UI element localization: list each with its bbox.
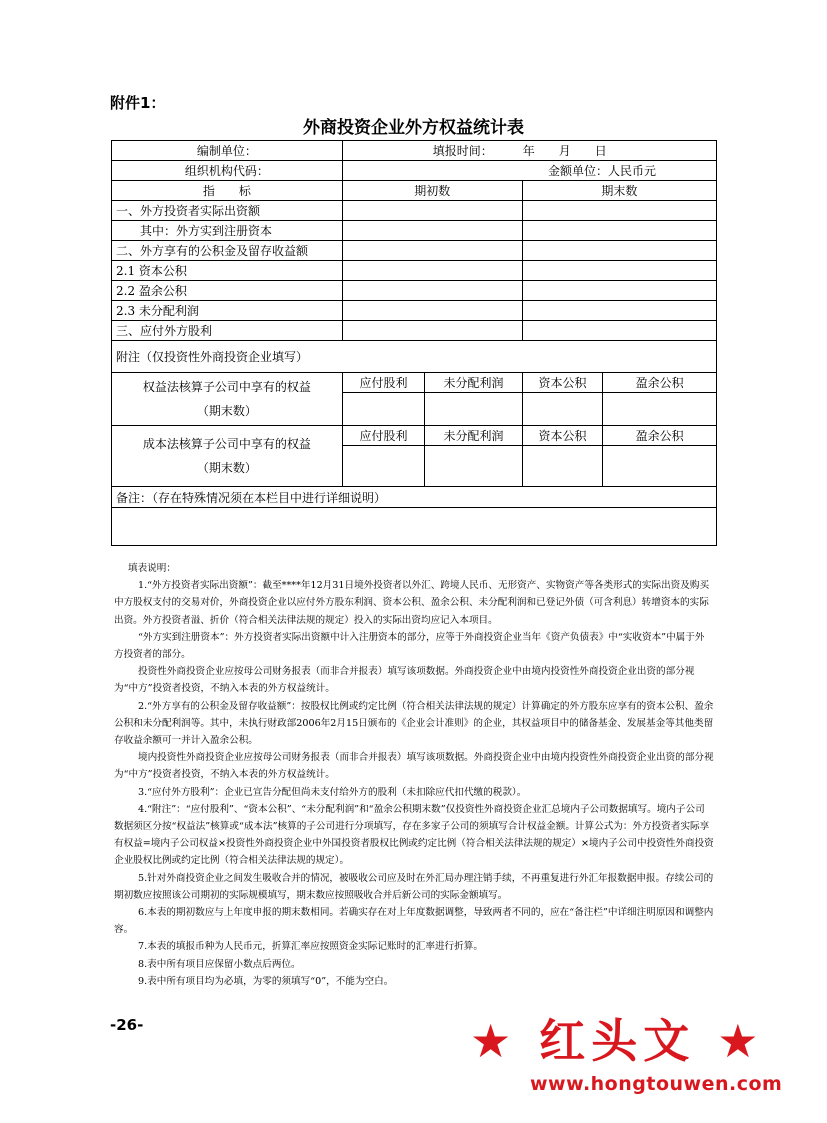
report-date-label: 填报时间： 年 月 日 bbox=[342, 141, 716, 161]
sub-column-surplus-reserve: 盈余公积 bbox=[603, 373, 717, 393]
watermark bbox=[470, 1005, 810, 1105]
equity-statistics-table bbox=[111, 140, 717, 546]
appendix-note: 附注（仅投资性外商投资企业填写） bbox=[112, 341, 717, 373]
cost-method-label bbox=[112, 426, 343, 487]
end-cell[interactable] bbox=[522, 321, 716, 341]
watermark-text: ★ 红头文 ★ bbox=[470, 1014, 765, 1068]
end-column-header: 期末数 bbox=[522, 181, 716, 201]
equity-method-label-line1: 权益法核算子公司中享有的权益 bbox=[142, 380, 311, 394]
instruction-item: 4.“附注”：“应付股利”、“资本公积”、“未分配利润”和“盈余公积期末数”仅投资性外商投资企业汇总境内子公司数据填写。境内子公司数据须区分按“权益法”核算或“成本法”核算的子公司进行分项填写，存在多家子公司的须填写合计权益金额。计算公式为：外方投资者实际享有权益=境内子公司权益×投资性外商投资企业中外国投资者股权比例或约定比例（符合相关法律法规的规定）×境内子公司中投资性外商投资企业股权比例或约定比例（符合相关法律法规的规定）。 bbox=[114, 803, 714, 867]
begin-cell[interactable] bbox=[342, 261, 522, 281]
cost-method-header-row bbox=[112, 426, 717, 446]
sub-column-capital-reserve: 资本公积 bbox=[522, 373, 603, 393]
end-cell[interactable] bbox=[522, 281, 716, 301]
sub-column-undistributed-profit: 未分配利润 bbox=[425, 426, 522, 446]
begin-cell[interactable] bbox=[342, 221, 522, 241]
table-row bbox=[112, 261, 717, 281]
indicator-column-header: 指 标 bbox=[112, 181, 343, 201]
page-title: 外商投资企业外方权益统计表 bbox=[303, 118, 524, 138]
row-label: 2.3 未分配利润 bbox=[112, 301, 343, 321]
equity-method-header-row bbox=[112, 373, 717, 393]
cost-method-label-line1: 成本法核算子公司中享有的权益 bbox=[142, 437, 311, 451]
org-code-label: 组织机构代码： bbox=[112, 161, 343, 181]
begin-cell[interactable] bbox=[342, 241, 522, 261]
equity-undistributed-cell[interactable] bbox=[425, 393, 522, 426]
sub-column-capital-reserve: 资本公积 bbox=[522, 426, 603, 446]
instruction-item: 投资性外商投资企业应按母公司财务报表（而非合并报表）填写该项数据。外商投资企业中由境内投资性外商投资企业出资的部分视为“中方”投资者投资，不纳入本表的外方权益统计。 bbox=[114, 666, 695, 695]
column-header-row bbox=[112, 181, 717, 201]
remarks-blank-row bbox=[112, 508, 717, 546]
row-label: 2.2 盈余公积 bbox=[112, 281, 343, 301]
cost-surplus-reserve-cell[interactable] bbox=[603, 446, 717, 487]
table-row bbox=[112, 281, 717, 301]
watermark-url: www.hongtouwen.com bbox=[530, 1073, 783, 1095]
sub-column-surplus-reserve: 盈余公积 bbox=[603, 426, 717, 446]
header-row-1 bbox=[112, 141, 717, 161]
begin-column-header: 期初数 bbox=[342, 181, 522, 201]
row-label: 其中：外方实到注册资本 bbox=[112, 221, 343, 241]
appendix-row bbox=[112, 341, 717, 373]
instruction-item: 9.表中所有项目均为必填，为零的须填写“0”，不能为空白。 bbox=[138, 975, 394, 987]
instruction-item: 5.针对外商投资企业之间发生吸收合并的情况，被吸收公司应及时在外汇局办理注销手续，不再重复进行外汇年报数据申报。存续公司的期初数应按照该公司期初的实际规模填写，期末数应按照吸收合并后新公司的实际金额填写。 bbox=[114, 872, 714, 901]
filling-instructions bbox=[114, 560, 714, 990]
instruction-item: 2.“外方享有的公积金及留存收益额”：按股权比例或约定比例（符合相关法律法规的规定）计算确定的外方股东应享有的资本公积、盈余公积和未分配利润等。其中，未执行财政部2006年2月15日颁布的《企业会计准则》的企业，其权益项目中的储备基金、发展基金等其他类留存收益余额可一并计入盈余公积。 bbox=[114, 700, 714, 747]
instruction-item: 3.“应付外方股利”：企业已宣告分配但尚未支付给外方的股利（未扣除应代扣代缴的税款）。 bbox=[138, 786, 527, 798]
begin-cell[interactable] bbox=[342, 321, 522, 341]
table-row bbox=[112, 201, 717, 221]
attachment-label: 附件1： bbox=[110, 94, 166, 112]
reporting-unit-label: 编制单位： bbox=[112, 141, 343, 161]
remarks-label: 备注：（存在特殊情况须在本栏目中进行详细说明） bbox=[112, 487, 717, 508]
cost-capital-reserve-cell[interactable] bbox=[522, 446, 603, 487]
currency-unit-label: 金额单位：人民币元 bbox=[342, 161, 716, 181]
begin-cell[interactable] bbox=[342, 201, 522, 221]
row-label: 二、外方享有的公积金及留存收益额 bbox=[112, 241, 343, 261]
page-number: -26- bbox=[110, 1016, 144, 1034]
table-row bbox=[112, 241, 717, 261]
end-cell[interactable] bbox=[522, 201, 716, 221]
cost-undistributed-cell[interactable] bbox=[425, 446, 522, 487]
cost-dividends-cell[interactable] bbox=[342, 446, 425, 487]
remarks-row bbox=[112, 487, 717, 508]
sub-column-dividends: 应付股利 bbox=[342, 426, 425, 446]
instructions-heading: 填表说明： bbox=[128, 563, 176, 574]
sub-column-dividends: 应付股利 bbox=[342, 373, 425, 393]
table-row bbox=[112, 301, 717, 321]
sub-column-undistributed-profit: 未分配利润 bbox=[425, 373, 522, 393]
begin-cell[interactable] bbox=[342, 301, 522, 321]
instruction-item: 8.表中所有项目应保留小数点后两位。 bbox=[138, 958, 301, 970]
remarks-input-area[interactable] bbox=[112, 508, 717, 546]
equity-surplus-reserve-cell[interactable] bbox=[603, 393, 717, 426]
end-cell[interactable] bbox=[522, 301, 716, 321]
instruction-item: 6.本表的期初数应与上年度申报的期末数相同。若确实存在对上年度数据调整，导致两者不同的，应在“备注栏”中详细注明原因和调整内容。 bbox=[114, 907, 714, 936]
instruction-item: “外方实到注册资本”：外方投资者实际出资额中计入注册资本的部分，应等于外商投资企业当年《资产负债表》中“实收资本”中属于外方投资者的部分。 bbox=[114, 631, 705, 661]
end-cell[interactable] bbox=[522, 221, 716, 241]
instruction-item: 1.“外方投资者实际出资额”：截至****年12月31日境外投资者以外汇、跨境人民币、无形资产、实物资产等各类形式的实际出资及购买中方股权支付的交易对价，外商投资企业以应付外方股东利润、资本公积、盈余公积、未分配利润和已登记外债（可含利息）转增资本的实际出资。外方投资者溢、折价（符合相关法律法规的规定）投入的实际出资均应记入本项目。 bbox=[114, 580, 710, 626]
row-label: 三、应付外方股利 bbox=[112, 321, 343, 341]
equity-method-label-line2: （期末数） bbox=[196, 404, 257, 418]
end-cell[interactable] bbox=[522, 241, 716, 261]
instruction-item: 境内投资性外商投资企业应按母公司财务报表（而非合并报表）填写该项数据。外商投资企业中由境内投资性外商投资企业出资的部分视为“中方”投资者投资，不纳入本表的外方权益统计。 bbox=[114, 752, 714, 781]
row-label: 2.1 资本公积 bbox=[112, 261, 343, 281]
equity-capital-reserve-cell[interactable] bbox=[522, 393, 603, 426]
end-cell[interactable] bbox=[522, 261, 716, 281]
instruction-item: 7.本表的填报币种为人民币元，折算汇率应按照资金实际记账时的汇率进行折算。 bbox=[138, 941, 483, 953]
table-row bbox=[112, 221, 717, 241]
equity-method-label bbox=[112, 373, 343, 426]
header-row-2 bbox=[112, 161, 717, 181]
begin-cell[interactable] bbox=[342, 281, 522, 301]
table-row bbox=[112, 321, 717, 341]
equity-dividends-cell[interactable] bbox=[342, 393, 425, 426]
row-label: 一、外方投资者实际出资额 bbox=[112, 201, 343, 221]
cost-method-label-line2: （期末数） bbox=[196, 461, 257, 475]
